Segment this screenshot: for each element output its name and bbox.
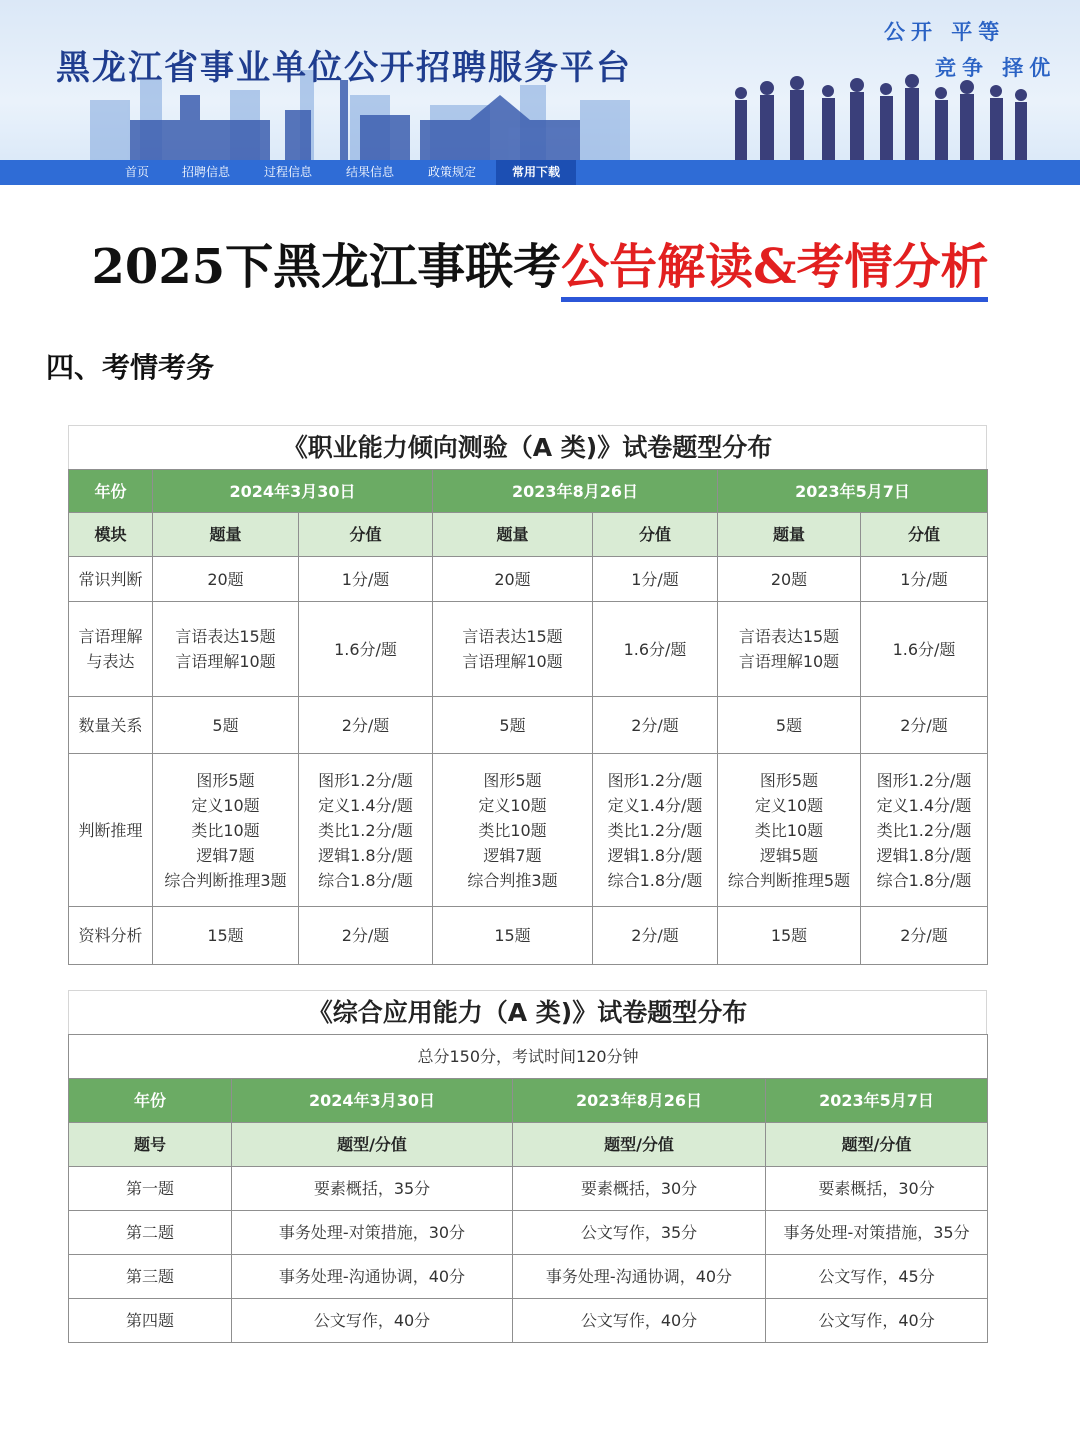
count-cell-line: 综合判断推理5题	[727, 870, 851, 890]
score-cell	[299, 557, 433, 602]
exam-summary: 总分150分，考试时间120分钟	[69, 1035, 988, 1079]
score-cell	[299, 697, 433, 754]
count-cell	[718, 697, 861, 754]
score-label: 分值	[593, 513, 718, 557]
score-cell-line: 图形1.2分/题	[318, 770, 413, 790]
count-cell	[718, 907, 861, 965]
slogan-line-2: 竞争 择优	[935, 56, 1057, 80]
score-cell-line: 图形1.2分/题	[607, 770, 703, 790]
count-cell	[718, 602, 861, 697]
applied-ability-table	[68, 990, 987, 1343]
table-row	[69, 754, 988, 907]
score-cell-line: 类比1.2分/题	[318, 820, 413, 840]
table-row	[69, 557, 988, 602]
count-cell-line: 综合判推3题	[467, 870, 558, 890]
score-label: 分值	[861, 513, 988, 557]
count-cell-line: 逻辑7题	[196, 845, 255, 865]
count-cell-line: 定义10题	[478, 795, 547, 815]
score-cell-line: 图形1.2分/题	[876, 770, 972, 790]
count-cell-line: 5题	[212, 715, 239, 735]
module-cell	[69, 602, 153, 697]
module-cell-line: 言语理解	[78, 627, 143, 646]
table-subheader-row	[69, 1123, 988, 1167]
question-label: 题号	[69, 1123, 232, 1167]
count-cell-line: 图形5题	[483, 770, 542, 790]
count-cell-line: 20题	[207, 569, 244, 589]
count-cell-line: 逻辑7题	[483, 845, 542, 865]
type-score-cell: 要素概括，30分	[513, 1167, 766, 1211]
module-cell	[69, 907, 153, 965]
count-cell-line: 言语理解10题	[175, 652, 276, 671]
score-cell-line: 1分/题	[631, 569, 679, 589]
table-row	[69, 697, 988, 754]
count-cell-line: 定义10题	[754, 795, 824, 815]
aptitude-test-table	[68, 425, 987, 965]
count-cell	[153, 557, 299, 602]
table-row	[69, 602, 988, 697]
count-cell-line: 言语理解10题	[738, 652, 840, 671]
module-label: 模块	[69, 513, 153, 557]
table-caption: 《综合应用能力（A 类)》试卷题型分布	[68, 990, 987, 1034]
module-cell	[69, 557, 153, 602]
table-row	[69, 1167, 988, 1211]
count-cell	[153, 907, 299, 965]
score-cell	[593, 602, 718, 697]
score-label: 分值	[299, 513, 433, 557]
count-cell-line: 15题	[494, 926, 531, 945]
count-cell-line: 5题	[775, 715, 803, 735]
nav-item-policy[interactable]: 政策规定	[427, 165, 476, 179]
site-banner	[0, 0, 1080, 185]
nav-item-downloads[interactable]: 常用下载	[496, 160, 576, 185]
score-cell	[861, 602, 988, 697]
count-cell	[153, 602, 299, 697]
score-cell	[861, 754, 988, 907]
type-score-cell: 公文写作，40分	[513, 1299, 766, 1343]
count-cell-line: 言语表达15题	[175, 627, 276, 646]
table-row	[69, 1211, 988, 1255]
count-cell-line: 20题	[770, 569, 808, 589]
table-caption: 《职业能力倾向测验（A 类)》试卷题型分布	[68, 425, 987, 469]
table-row	[69, 1299, 988, 1343]
count-label: 题量	[433, 513, 593, 557]
count-cell	[433, 907, 593, 965]
module-cell-line: 资料分析	[78, 926, 143, 945]
count-label: 题量	[718, 513, 861, 557]
score-cell-line: 2分/题	[631, 926, 679, 945]
question-cell: 第一题	[69, 1167, 232, 1211]
score-cell-line: 定义1.4分/题	[876, 795, 972, 815]
score-cell	[593, 557, 718, 602]
type-score-cell: 公文写作，40分	[766, 1299, 988, 1343]
table-row	[69, 907, 988, 965]
score-cell-line: 1分/题	[900, 569, 948, 589]
score-cell-line: 综合1.8分/题	[876, 870, 972, 890]
count-cell-line: 图形5题	[196, 770, 255, 790]
page-title-prefix: 2025下黑龙江事联考	[91, 239, 562, 295]
table-subheader-row	[69, 513, 988, 557]
score-cell	[861, 697, 988, 754]
count-cell-line: 类比10题	[754, 820, 824, 840]
page-title-highlight: 公告解读&考情分析	[561, 239, 988, 302]
score-cell	[861, 557, 988, 602]
type-score-cell: 公文写作，35分	[513, 1211, 766, 1255]
year-label: 年份	[69, 1079, 232, 1123]
score-cell	[593, 907, 718, 965]
module-cell-line: 与表达	[86, 652, 135, 671]
score-cell	[299, 907, 433, 965]
score-cell-line: 定义1.4分/题	[607, 795, 703, 815]
score-cell-line: 逻辑1.8分/题	[607, 845, 703, 865]
score-cell	[593, 754, 718, 907]
year-label: 年份	[69, 470, 153, 513]
question-cell: 第二题	[69, 1211, 232, 1255]
count-cell	[718, 754, 861, 907]
score-cell-line: 综合1.8分/题	[607, 870, 703, 890]
count-cell	[153, 754, 299, 907]
score-cell-line: 1.6分/题	[892, 639, 956, 659]
page-title	[0, 228, 1080, 297]
question-cell: 第三题	[69, 1255, 232, 1299]
count-cell-line: 20题	[494, 569, 531, 589]
type-score-cell: 事务处理-沟通协调，40分	[513, 1255, 766, 1299]
date-header: 2023年8月26日	[433, 470, 718, 513]
nav-item-home[interactable]: 首页	[124, 165, 149, 179]
score-cell-line: 2分/题	[900, 715, 948, 735]
score-cell	[299, 754, 433, 907]
nav-item-result[interactable]: 结果信息	[345, 165, 394, 179]
count-cell-line: 15题	[207, 926, 244, 945]
score-cell-line: 1.6分/题	[334, 639, 397, 659]
count-cell	[433, 754, 593, 907]
date-header: 2023年5月7日	[718, 470, 988, 513]
score-cell-line: 类比1.2分/题	[876, 820, 972, 840]
count-cell-line: 图形5题	[759, 770, 819, 790]
question-cell: 第四题	[69, 1299, 232, 1343]
count-cell	[433, 697, 593, 754]
module-cell	[69, 754, 153, 907]
count-cell-line: 5题	[499, 715, 526, 735]
count-cell-line: 逻辑5题	[759, 845, 819, 865]
slogan-line-1: 公开 平等	[884, 20, 1006, 44]
type-score-cell: 公文写作，40分	[232, 1299, 513, 1343]
table-header-row	[69, 1079, 988, 1123]
count-cell-line: 定义10题	[191, 795, 260, 815]
table-header-row	[69, 470, 988, 513]
score-cell-line: 1.6分/题	[623, 639, 687, 659]
nav-item-recruit[interactable]: 招聘信息	[181, 165, 230, 179]
score-cell-line: 2分/题	[341, 715, 390, 735]
module-cell-line: 常识判断	[78, 569, 143, 589]
type-score-cell: 公文写作，45分	[766, 1255, 988, 1299]
score-cell-line: 逻辑1.8分/题	[876, 845, 972, 865]
type-score-cell: 要素概括，30分	[766, 1167, 988, 1211]
score-cell-line: 综合1.8分/题	[318, 870, 413, 890]
module-cell-line: 判断推理	[78, 820, 143, 840]
count-cell-line: 言语表达15题	[738, 627, 840, 646]
count-cell	[433, 557, 593, 602]
score-cell-line: 定义1.4分/题	[318, 795, 413, 815]
count-cell-line: 言语表达15题	[462, 627, 563, 646]
nav-bar	[0, 160, 1080, 185]
score-cell-line: 2分/题	[631, 715, 679, 735]
score-cell-line: 类比1.2分/题	[607, 820, 703, 840]
count-cell	[433, 602, 593, 697]
date-header: 2024年3月30日	[232, 1079, 513, 1123]
module-cell-line: 数量关系	[78, 715, 143, 735]
score-cell-line: 2分/题	[900, 926, 948, 945]
type-score-cell: 事务处理-沟通协调，40分	[232, 1255, 513, 1299]
site-title: 黑龙江省事业单位公开招聘服务平台	[56, 48, 632, 88]
type-score-cell: 事务处理-对策措施，30分	[232, 1211, 513, 1255]
type-score-cell: 事务处理-对策措施，35分	[766, 1211, 988, 1255]
count-cell-line: 类比10题	[478, 820, 547, 840]
date-header: 2023年8月26日	[513, 1079, 766, 1123]
type-label: 题型/分值	[232, 1123, 513, 1167]
score-cell	[593, 697, 718, 754]
module-cell	[69, 697, 153, 754]
table-row	[69, 1255, 988, 1299]
score-cell	[861, 907, 988, 965]
type-label: 题型/分值	[513, 1123, 766, 1167]
count-cell	[153, 697, 299, 754]
count-cell	[718, 557, 861, 602]
score-cell-line: 2分/题	[341, 926, 390, 945]
type-score-cell: 要素概括，35分	[232, 1167, 513, 1211]
date-header: 2024年3月30日	[153, 470, 433, 513]
summary-row	[69, 1035, 988, 1079]
count-cell-line: 15题	[770, 926, 808, 945]
score-cell	[299, 602, 433, 697]
date-header: 2023年5月7日	[766, 1079, 988, 1123]
count-cell-line: 言语理解10题	[462, 652, 563, 671]
score-cell-line: 1分/题	[341, 569, 390, 589]
count-cell-line: 综合判断推理3题	[164, 870, 287, 890]
type-label: 题型/分值	[766, 1123, 988, 1167]
count-label: 题量	[153, 513, 299, 557]
count-cell-line: 类比10题	[191, 820, 260, 840]
section-heading: 四、考情考务	[46, 351, 215, 384]
nav-item-process[interactable]: 过程信息	[263, 165, 312, 179]
score-cell-line: 逻辑1.8分/题	[318, 845, 413, 865]
